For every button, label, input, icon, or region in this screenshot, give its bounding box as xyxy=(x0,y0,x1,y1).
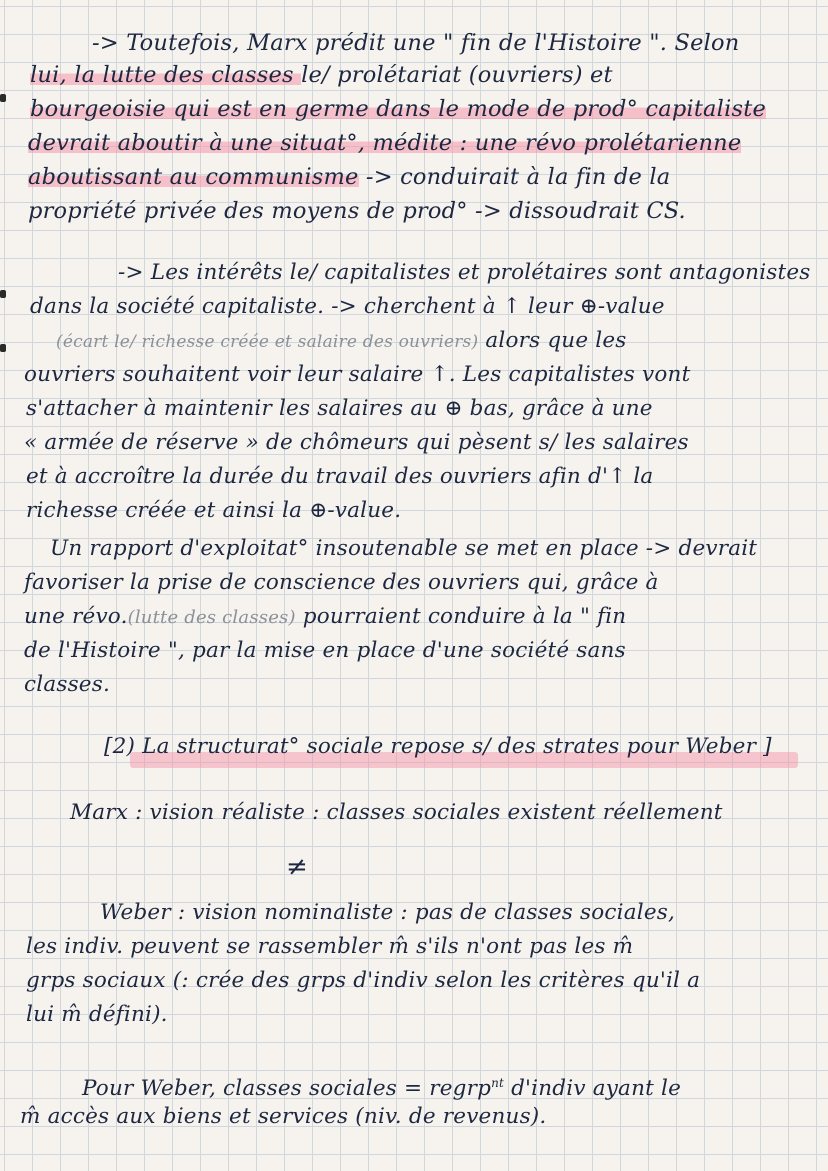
note-line: grps sociaux (: crée des grps d'indiv selon les critères qu'il a xyxy=(26,968,701,993)
note-line: Pour Weber, classes sociales = regrp$^{nt}$ d'indiv ayant le xyxy=(82,1076,681,1102)
note-line: aboutissant au communisme -> conduirait à la fin de la xyxy=(28,164,671,190)
note-line: dans la société capitaliste. -> cherchent à ↑ leur ⊕-value xyxy=(30,294,665,319)
note-line: devrait aboutir à une situat°, médite : une révo prolétarienne xyxy=(28,130,742,156)
note-line: -> Les intérêts le/ capitalistes et prolétaires sont antagonistes xyxy=(118,260,811,285)
note-line: Marx : vision réaliste : classes sociales existent réellement xyxy=(70,800,723,825)
note-line: -> Toutefois, Marx prédit une " fin de l'Histoire ". Selon xyxy=(92,30,740,56)
note-line: lui, la lutte des classes le/ prolétariat (ouvriers) et xyxy=(30,62,613,88)
note-line: (écart le/ richesse créée et salaire des ouvriers) alors que les xyxy=(56,328,627,353)
note-line: Un rapport d'exploitat° insoutenable se met en place -> devrait xyxy=(50,536,758,561)
note-line: de l'Histoire ", par la mise en place d'une société sans xyxy=(24,638,626,663)
note-line: propriété privée des moyens de prod° -> dissoudrait CS. xyxy=(28,198,686,224)
margin-dot xyxy=(0,94,6,102)
margin-dot xyxy=(0,344,6,352)
note-line: « armée de réserve » de chômeurs qui pèsent s/ les salaires xyxy=(24,430,689,455)
note-line: et à accroître la durée du travail des ouvriers afin d'↑ la xyxy=(26,464,654,489)
not-equal-sign: ≠ xyxy=(286,852,308,882)
margin-dot xyxy=(0,290,6,298)
note-line: classes. xyxy=(24,672,110,697)
note-line: ouvriers souhaitent voir leur salaire ↑. Les capitalistes vont xyxy=(24,362,691,387)
note-line: Weber : vision nominaliste : pas de classes sociales, xyxy=(100,900,676,925)
note-line: les indiv. peuvent se rassembler m̂ s'ils n'ont pas les m̂ xyxy=(26,934,634,959)
note-line: une révo.(lutte des classes) pourraient conduire à la " fin xyxy=(24,604,627,629)
note-line: richesse créée et ainsi la ⊕-value. xyxy=(26,498,402,523)
section-heading: [2) La structurat° sociale repose s/ des strates pour Weber ] xyxy=(104,734,772,759)
note-line: m̂ accès aux biens et services (niv. de revenus). xyxy=(20,1104,547,1129)
note-line: bourgeoisie qui est en germe dans le mode de prod° capitaliste xyxy=(30,96,766,122)
note-line: lui m̂ défini). xyxy=(26,1002,168,1027)
note-line: favoriser la prise de conscience des ouvriers qui, grâce à xyxy=(24,570,659,595)
note-line: s'attacher à maintenir les salaires au ⊕ bas, grâce à une xyxy=(26,396,653,421)
